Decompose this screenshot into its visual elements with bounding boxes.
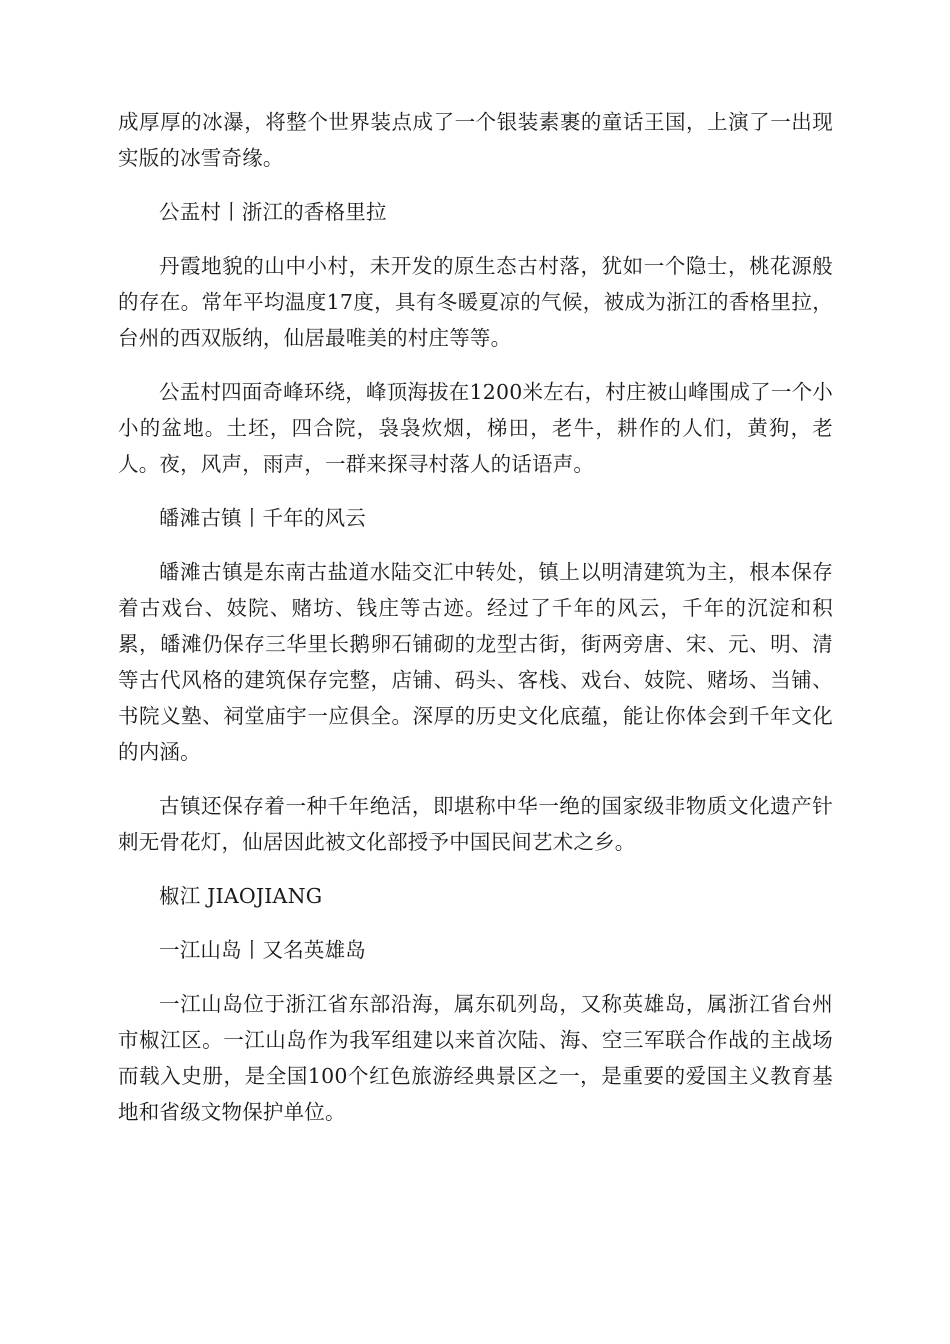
section-heading-jiaojiang: 椒江 JIAOJIANG [159, 884, 323, 908]
paragraph-potan-history: 皤滩古镇是东南古盐道水陆交汇中转处，镇上以明清建筑为主，根本保存着古戏台、妓院、赌坊、钱庄等古迹。经过了千年的风云，千年的沉淀和积累，皤滩仍保存三华里长鹅卵石铺砌的龙型古街，街两旁唐、宋、元、明、清等古代风格的建筑保存完整，店铺、码头、客栈、戏台、妓院、赌场、当铺、书院义塾、祠堂庙宇一应俱全。深厚的历史文化底蕴，能让你体会到千年文化的内涵。 [118, 560, 833, 764]
paragraph-yijiangshan-intro: 一江山岛位于浙江省东部沿海，属东矶列岛，又称英雄岛，属浙江省台州市椒江区。一江山岛作为我军组建以来首次陆、海、空三军联合作战的主战场而载入史册，是全国100个红色旅游经典景区之一，是重要的爱国主义教育基地和省级文物保护单位。 [118, 992, 833, 1124]
paragraph-gongyu-scenery: 公盂村四面奇峰环绕，峰顶海拔在1200米左右，村庄被山峰围成了一个小小的盆地。土坯，四合院，袅袅炊烟，梯田，老牛，耕作的人们，黄狗，老人。夜，风声，雨声，一群来探寻村落人的话语声。 [118, 380, 833, 476]
paragraph-ice-waterfall: 成厚厚的冰瀑，将整个世界装点成了一个银装素裹的童话王国，上演了一出现实版的冰雪奇缘。 [118, 110, 833, 170]
section-heading-yijiangshan-island: 一江山岛丨又名英雄岛 [159, 938, 366, 962]
document-body [118, 104, 833, 1148]
paragraph-potan-lantern: 古镇还保存着一种千年绝活，即堪称中华一绝的国家级非物质文化遗产针刺无骨花灯，仙居因此被文化部授予中国民间艺术之乡。 [118, 794, 833, 854]
paragraph-gongyu-intro: 丹霞地貌的山中小村，未开发的原生态古村落，犹如一个隐士，桃花源般的存在。常年平均温度17度，具有冬暖夏凉的气候，被成为浙江的香格里拉，台州的西双版纳，仙居最唯美的村庄等等。 [118, 254, 833, 350]
section-heading-gongyu-village: 公盂村丨浙江的香格里拉 [159, 200, 387, 224]
section-heading-potan-town: 皤滩古镇丨千年的风云 [159, 506, 366, 530]
